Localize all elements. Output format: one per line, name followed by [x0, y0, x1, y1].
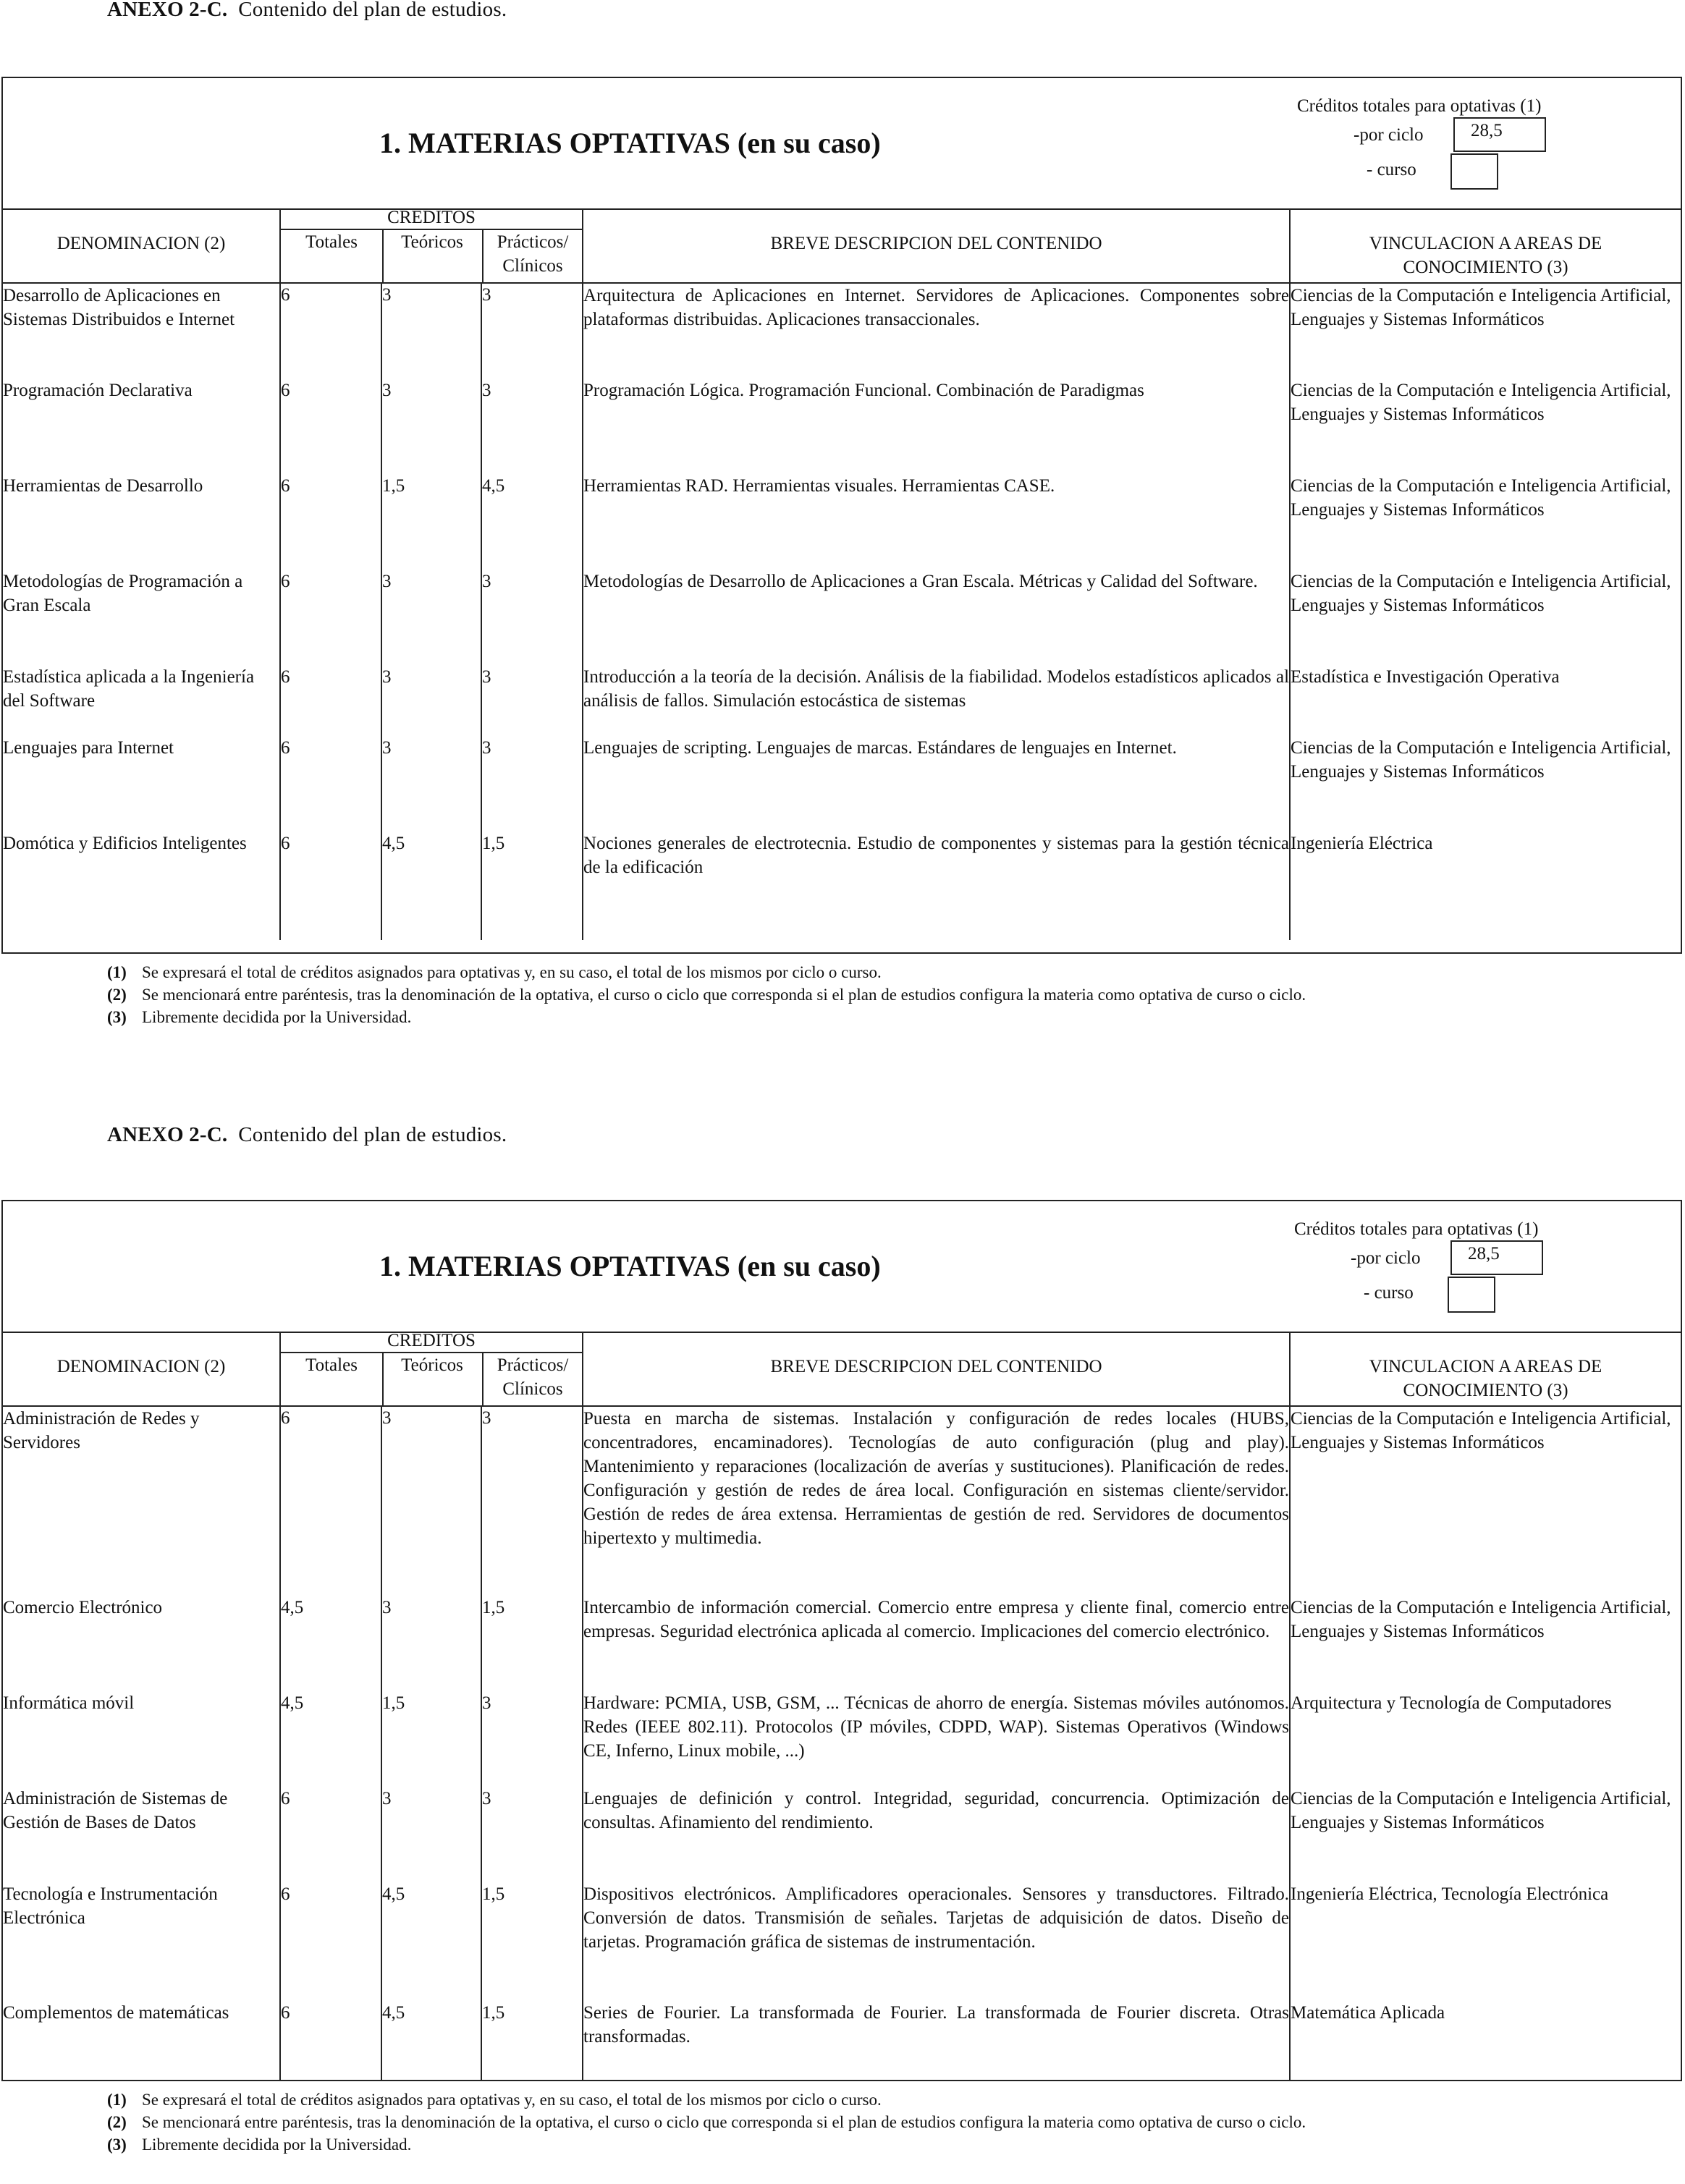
credits-total: 6 [280, 2001, 381, 2081]
col-vinculacion: VINCULACION A AREAS DE CONOCIMIENTO (3) [1290, 1333, 1681, 1406]
table-row [3, 283, 1681, 378]
table-header-band [3, 78, 1681, 210]
subjects-table-box [1, 77, 1682, 954]
col-teoricos: Teóricos [401, 1355, 463, 1375]
table-row [3, 1406, 1681, 1596]
credits-teoricos: 1,5 [381, 1691, 481, 1787]
col-denominacion: DENOMINACION (2) [3, 210, 280, 283]
footnotes [107, 2088, 1613, 2156]
table-header-band [3, 1201, 1681, 1333]
table-row [3, 736, 1681, 831]
col-vinculacion: VINCULACION A AREAS DE CONOCIMIENTO (3) [1290, 210, 1681, 283]
col-creditos-group [280, 1333, 583, 1406]
credits-teoricos: 3 [381, 378, 481, 474]
credits-practicos: 3 [481, 1406, 583, 1596]
credits-total-label: Créditos totales para optativas (1) [1294, 1219, 1539, 1239]
knowledge-area: Arquitectura y Tecnología de Computadores [1290, 1691, 1681, 1787]
subject-description: Programación Lógica. Programación Funcional. Combinación de Paradigmas [583, 378, 1290, 474]
subject-name: Tecnología e Instrumentación Electrónica [3, 1884, 218, 1928]
credits-total: 6 [280, 474, 381, 570]
credits-total: 6 [280, 1406, 381, 1596]
subject-name: Desarrollo de Aplicaciones en Sistemas Distribuidos e Internet [3, 286, 235, 329]
credits-total: 6 [280, 1787, 381, 1882]
subject-name: Administración de Redes y Servidores [3, 1409, 200, 1452]
knowledge-area: Ciencias de la Computación e Inteligencia Artificial, Lenguajes y Sistemas Informáticos [1290, 378, 1681, 474]
credits-practicos: 3 [481, 378, 583, 474]
knowledge-area: Ingeniería Eléctrica [1290, 831, 1681, 940]
subject-name: Informática móvil [3, 1693, 135, 1713]
subjects-table-box [1, 1200, 1682, 2081]
credits-total: 6 [280, 570, 381, 665]
col-creditos-group [280, 210, 583, 283]
subject-description: Series de Fourier. La transformada de Fourier. La transformada de Fourier discreta. Otras transformadas. [583, 2001, 1290, 2081]
subject-name: Complementos de matemáticas [3, 2003, 229, 2023]
table-row [3, 474, 1681, 570]
subject-description: Introducción a la teoría de la decisión. Análisis de la fiabilidad. Modelos estadísticos aplicados al análisis de fallos. Simulación estocástica de sistemas [583, 665, 1290, 736]
credits-total-label: Créditos totales para optativas (1) [1297, 96, 1542, 116]
credits-practicos: 1,5 [481, 2001, 583, 2081]
credits-teoricos: 3 [381, 665, 481, 736]
subject-description: Nociones generales de electrotecnia. Estudio de componentes y sistemas para la gestión técnica de la edificación [583, 831, 1290, 940]
subject-description: Herramientas RAD. Herramientas visuales. Herramientas CASE. [583, 474, 1290, 570]
subject-name: Comercio Electrónico [3, 1598, 163, 1617]
credits-teoricos: 3 [381, 736, 481, 831]
subject-name: Herramientas de Desarrollo [3, 476, 203, 496]
footnotes [107, 961, 1613, 1028]
table-row [3, 2001, 1681, 2081]
subject-description: Hardware: PCMIA, USB, GSM, ... Técnicas de ahorro de energía. Sistemas móviles autónomos. Redes (IEEE 802.11). Protocolos (IP móviles, CDPD, WAP). Sistemas Operativos (Windows CE, Inferno, Linux mobile, ...) [583, 1691, 1290, 1787]
annex-title: ANEXO 2-C. Contenido del plan de estudios. [107, 0, 507, 21]
table-row [3, 831, 1681, 940]
credits-teoricos: 3 [381, 1596, 481, 1691]
col-descripcion: BREVE DESCRIPCION DEL CONTENIDO [583, 210, 1290, 283]
credits-practicos: 1,5 [481, 1882, 583, 2001]
table-row [3, 1882, 1681, 2001]
credits-total: 4,5 [280, 1596, 381, 1691]
credits-practicos: 3 [481, 1691, 583, 1787]
credits-total: 6 [280, 736, 381, 831]
credits-total: 4,5 [280, 1691, 381, 1787]
credits-teoricos: 3 [381, 283, 481, 378]
credits-practicos: 3 [481, 736, 583, 831]
subject-description: Puesta en marcha de sistemas. Instalación y configuración de redes locales (HUBS, concentradores, encaminadores). Tecnologías de auto configuración (plug and play). Mantenimiento y reparaciones (localización de averías y sustituciones). Planificación de redes. Configuración y gestión de redes de área local. Configuración en sistemas cliente/servidor. Gestión de redes de área extensa. Herramientas de gestión de red. Servidores de documentos hipertexto y multimedia. [583, 1406, 1290, 1596]
credits-total: 6 [280, 283, 381, 378]
credits-practicos: 3 [481, 1787, 583, 1882]
subject-name: Lenguajes para Internet [3, 738, 174, 758]
knowledge-area: Matemática Aplicada [1290, 2001, 1681, 2081]
footnote: (2) Se mencionará entre paréntesis, tras la denominación de la optativa, el curso o ciclo que corresponda si el plan de estudios configura la materia como optativa de curso o ciclo. [107, 2113, 1306, 2131]
credits-teoricos: 3 [381, 1787, 481, 1882]
footnote: (1) Se expresará el total de créditos asignados para optativas y, en su caso, el total de los mismos por ciclo o curso. [107, 2091, 882, 2109]
subject-description: Metodologías de Desarrollo de Aplicaciones a Gran Escala. Métricas y Calidad del Software. [583, 570, 1290, 665]
knowledge-area: Ciencias de la Computación e Inteligencia Artificial, Lenguajes y Sistemas Informáticos [1290, 474, 1681, 570]
credits-total: 6 [280, 831, 381, 940]
credits-teoricos: 3 [381, 570, 481, 665]
subjects-table [3, 210, 1681, 940]
footnote: (3) Libremente decidida por la Universidad. [107, 2136, 412, 2154]
curso-value-box [1448, 1277, 1495, 1313]
credits-teoricos: 4,5 [381, 1882, 481, 2001]
knowledge-area: Ciencias de la Computación e Inteligencia Artificial, Lenguajes y Sistemas Informáticos [1290, 1787, 1681, 1882]
subject-description: Arquitectura de Aplicaciones en Internet. Servidores de Aplicaciones. Componentes sobre plataformas distribuidas. Aplicaciones transaccionales. [583, 283, 1290, 378]
footnote: (2) Se mencionará entre paréntesis, tras la denominación de la optativa, el curso o ciclo que corresponda si el plan de estudios configura la materia como optativa de curso o ciclo. [107, 986, 1306, 1004]
col-creditos: CREDITOS [387, 208, 476, 227]
credits-total: 6 [280, 1882, 381, 2001]
table-row [3, 1596, 1681, 1691]
credits-practicos: 3 [481, 570, 583, 665]
section-title: 1. MATERIAS OPTATIVAS (en su caso) [379, 1250, 881, 1282]
knowledge-area: Ciencias de la Computación e Inteligencia Artificial, Lenguajes y Sistemas Informáticos [1290, 283, 1681, 378]
subject-name: Domótica y Edificios Inteligentes [3, 834, 247, 853]
credits-practicos: 1,5 [481, 831, 583, 940]
subject-name: Metodologías de Programación a Gran Escala [3, 572, 243, 615]
subject-description: Lenguajes de scripting. Lenguajes de marcas. Estándares de lenguajes en Internet. [583, 736, 1290, 831]
table-row [3, 1787, 1681, 1882]
curso-label: - curso [1364, 1283, 1414, 1303]
subject-name: Estadística aplicada a la Ingeniería del Software [3, 667, 255, 711]
table-row [3, 1691, 1681, 1787]
subject-description: Lenguajes de definición y control. Integridad, seguridad, concurrencia. Optimización de consultas. Afinamiento del rendimiento. [583, 1787, 1290, 1882]
table-row [3, 378, 1681, 474]
credits-total: 6 [280, 665, 381, 736]
credits-teoricos: 3 [381, 1406, 481, 1596]
subject-name: Programación Declarativa [3, 381, 193, 400]
table-row [3, 570, 1681, 665]
credits-practicos: 4,5 [481, 474, 583, 570]
col-creditos: CREDITOS [387, 1331, 476, 1350]
col-totales: Totales [305, 232, 358, 252]
footnote: (1) Se expresará el total de créditos asignados para optativas y, en su caso, el total de los mismos por ciclo o curso. [107, 963, 882, 981]
subjects-table [3, 1333, 1681, 2081]
subject-description: Dispositivos electrónicos. Amplificadores operacionales. Sensores y transductores. Filtrado. Conversión de datos. Transmisión de señales. Tarjetas de adquisición de datos. Diseño de tarjetas. Programación gráfica de sistemas de instrumentación. [583, 1882, 1290, 2001]
curso-label: - curso [1367, 160, 1416, 179]
curso-value-box [1450, 153, 1498, 190]
col-practicos: Prácticos/ Clínicos [497, 1355, 569, 1399]
subject-description: Intercambio de información comercial. Comercio entre empresa y cliente final, comercio entre empresas. Seguridad electrónica aplicada al comercio. Implicaciones del comercio electrónico. [583, 1596, 1290, 1691]
footnote: (3) Libremente decidida por la Universidad. [107, 1008, 412, 1026]
por-ciclo-label: -por ciclo [1354, 125, 1424, 145]
table-row [3, 665, 1681, 736]
por-ciclo-value: 28,5 [1450, 1240, 1543, 1275]
col-totales: Totales [305, 1355, 358, 1375]
knowledge-area: Ciencias de la Computación e Inteligencia Artificial, Lenguajes y Sistemas Informáticos [1290, 570, 1681, 665]
knowledge-area: Estadística e Investigación Operativa [1290, 665, 1681, 736]
col-descripcion: BREVE DESCRIPCION DEL CONTENIDO [583, 1333, 1290, 1406]
por-ciclo-value: 28,5 [1453, 117, 1546, 152]
col-practicos: Prácticos/ Clínicos [497, 232, 569, 276]
credits-teoricos: 4,5 [381, 2001, 481, 2081]
knowledge-area: Ciencias de la Computación e Inteligencia Artificial, Lenguajes y Sistemas Informáticos [1290, 1406, 1681, 1596]
knowledge-area: Ingeniería Eléctrica, Tecnología Electrónica [1290, 1882, 1681, 2001]
section-title: 1. MATERIAS OPTATIVAS (en su caso) [379, 127, 881, 159]
col-denominacion: DENOMINACION (2) [3, 1333, 280, 1406]
subject-name: Administración de Sistemas de Gestión de Bases de Datos [3, 1789, 228, 1832]
credits-teoricos: 1,5 [381, 474, 481, 570]
credits-practicos: 3 [481, 283, 583, 378]
credits-total: 6 [280, 378, 381, 474]
annex-title: ANEXO 2-C. Contenido del plan de estudios. [107, 1123, 507, 1146]
knowledge-area: Ciencias de la Computación e Inteligencia Artificial, Lenguajes y Sistemas Informáticos [1290, 736, 1681, 831]
por-ciclo-label: -por ciclo [1351, 1248, 1421, 1268]
credits-practicos: 3 [481, 665, 583, 736]
knowledge-area: Ciencias de la Computación e Inteligencia Artificial, Lenguajes y Sistemas Informáticos [1290, 1596, 1681, 1691]
col-teoricos: Teóricos [401, 232, 463, 252]
credits-practicos: 1,5 [481, 1596, 583, 1691]
credits-teoricos: 4,5 [381, 831, 481, 940]
